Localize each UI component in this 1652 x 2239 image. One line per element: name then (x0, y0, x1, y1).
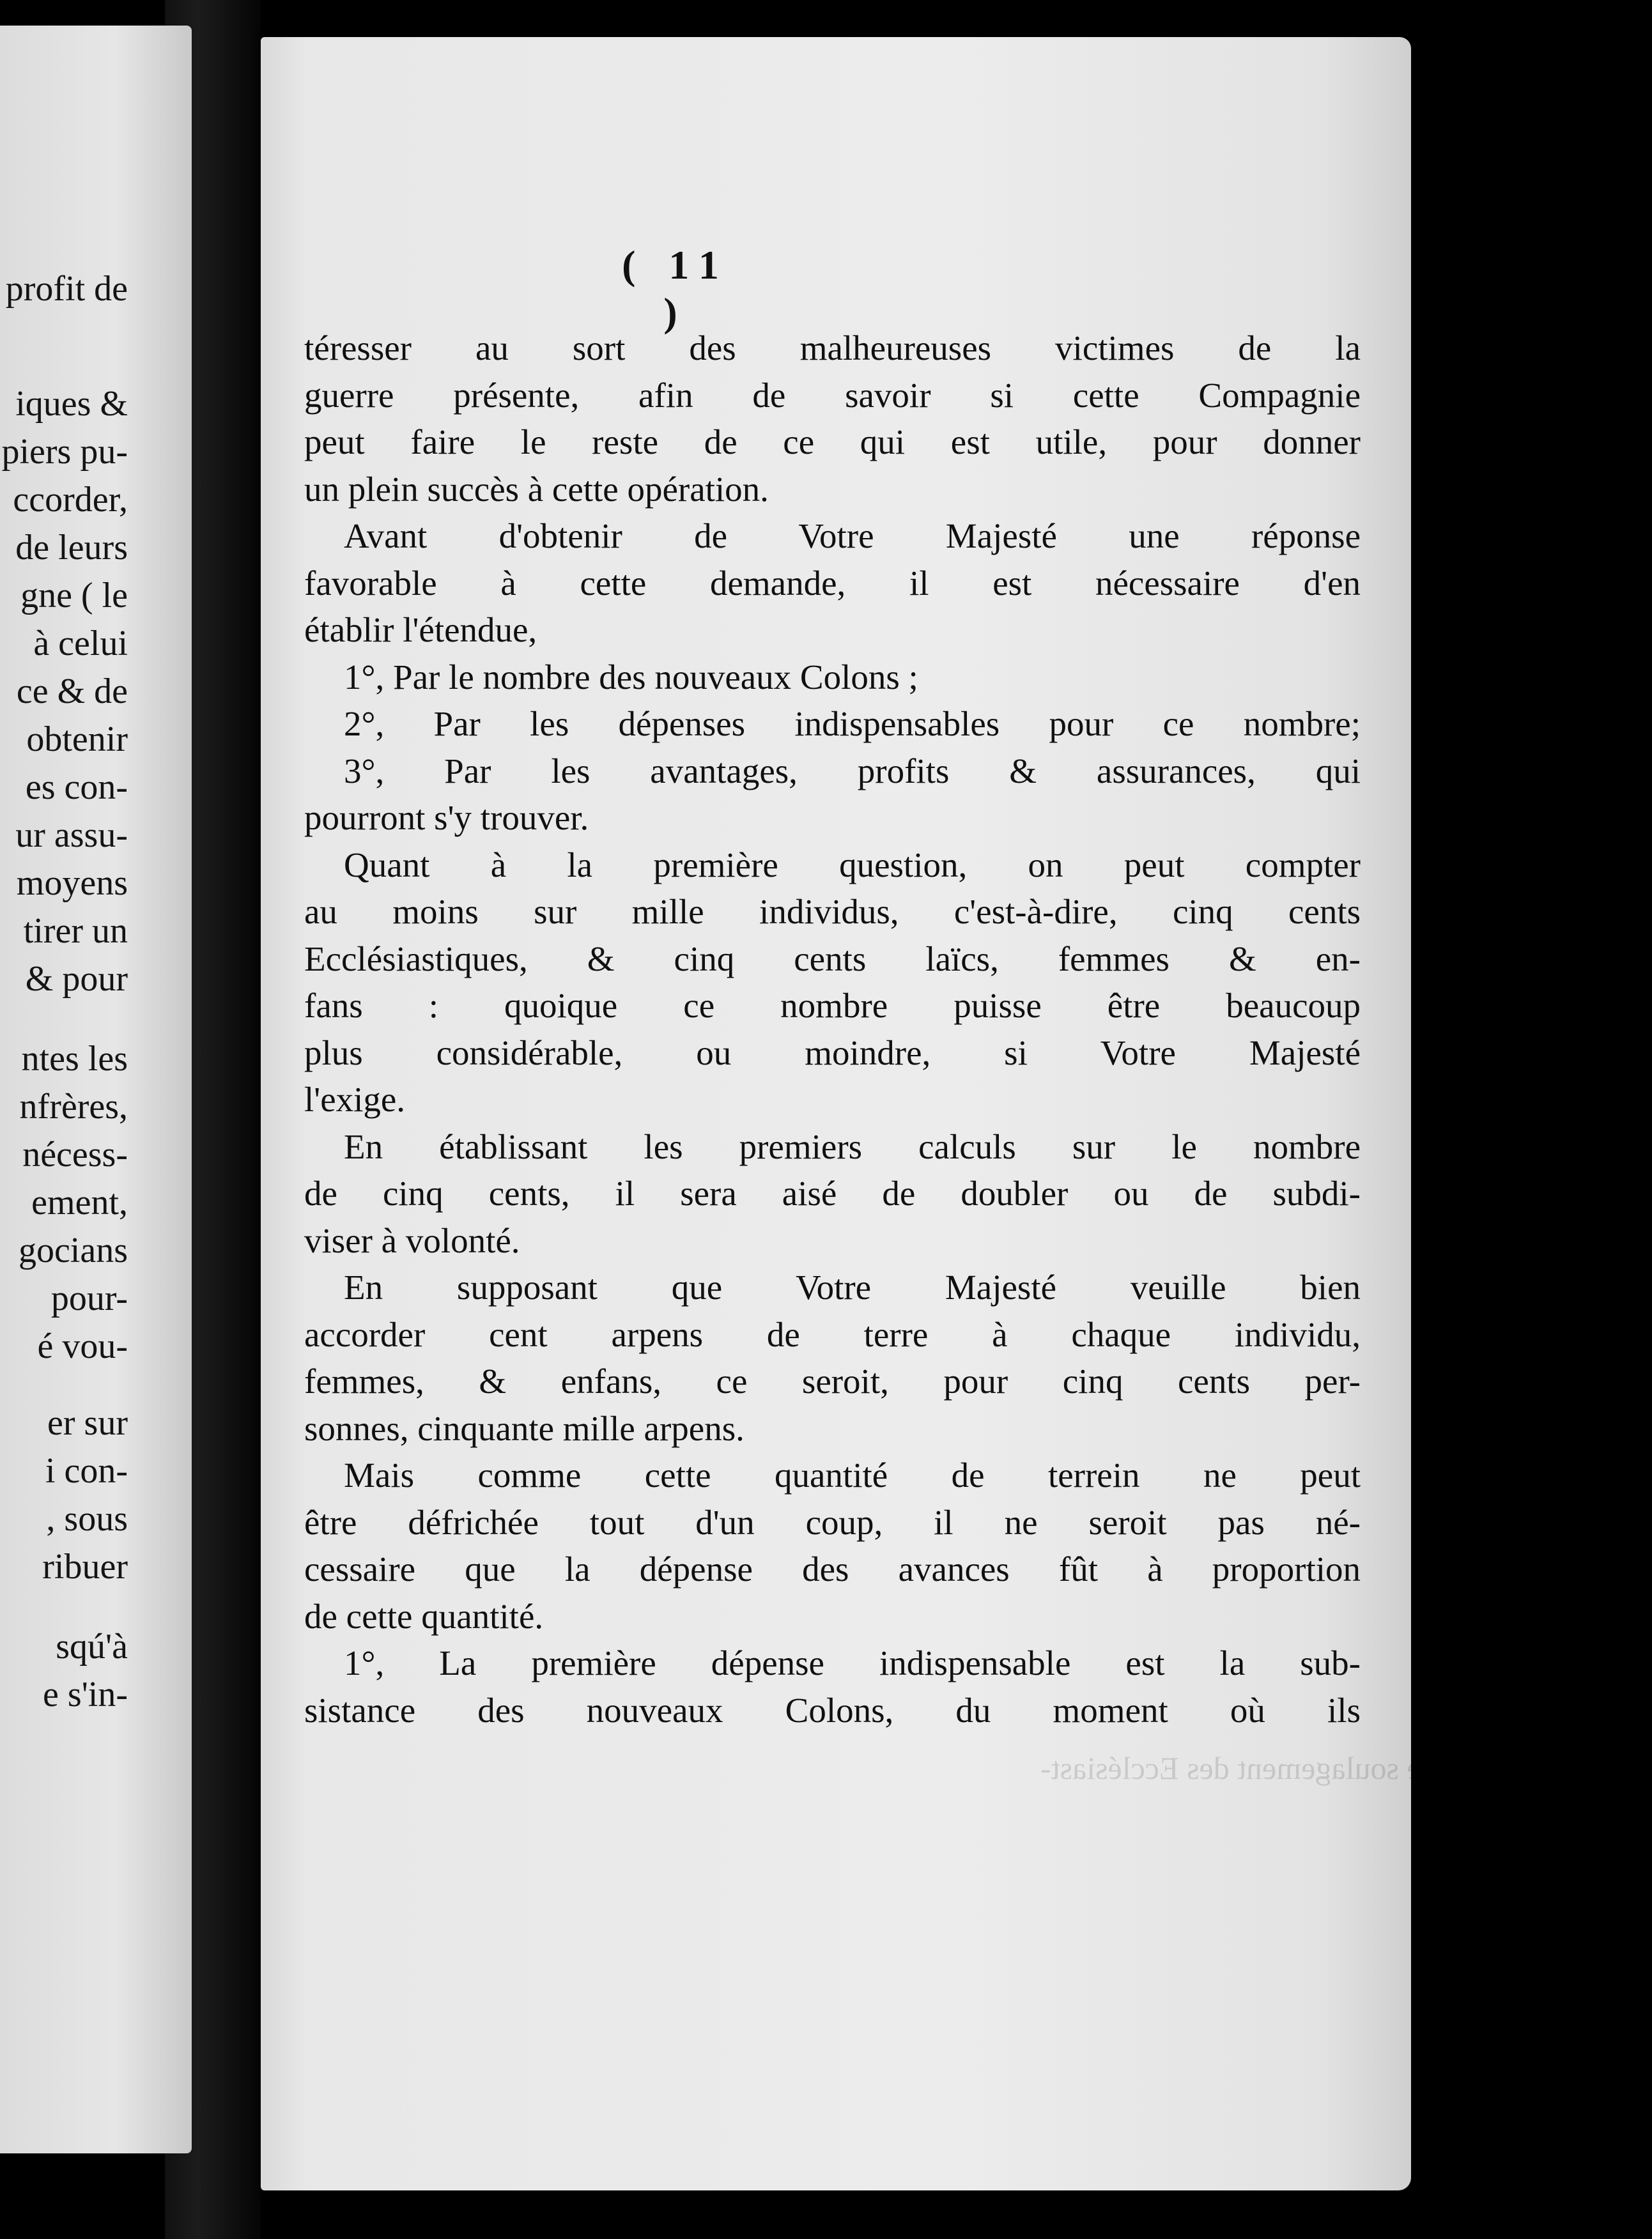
left-page-line: ement, (31, 1183, 128, 1222)
text-line: sonnes, cinquante mille arpens. (304, 1408, 745, 1448)
bleed-through-text: paient déjà, pour le soulagement des Ecclésiast- (1040, 1750, 1652, 1786)
left-page-line: er sur (47, 1403, 128, 1443)
text-line: de cinq cents, il sera aisé de doubler ou de subdi- (304, 1174, 1361, 1213)
text-line: Avant d'obtenir de Votre Majesté une réponse (344, 516, 1361, 555)
text-line: En supposant que Votre Majesté veuille bien (344, 1268, 1361, 1307)
text-line: Mais comme cette quantité de terrein ne peut (344, 1456, 1361, 1495)
text-line: peut faire le reste de ce qui est utile, pour donner (304, 422, 1361, 461)
text-line: pourront s'y trouver. (304, 798, 589, 837)
left-page-line: à celui (33, 624, 128, 663)
text-line: En établissant les premiers calculs sur le nombre (344, 1127, 1361, 1166)
left-page-line: & pour (25, 959, 128, 999)
left-page-line: ce & de (16, 672, 128, 711)
left-page-line: iques & (15, 384, 128, 424)
text-line: cessaire que la dépense des avances fût à proportion (304, 1550, 1361, 1589)
text-line: favorable à cette demande, il est nécessaire d'en (304, 563, 1361, 603)
left-page-line: tirer un (23, 911, 128, 951)
text-line: Quant à la première question, on peut compter (344, 845, 1361, 884)
text-line: l'exige. (304, 1080, 406, 1119)
left-page-line: é vou- (37, 1327, 128, 1366)
left-page-line: de leurs (15, 528, 128, 567)
left-page-line: moyens (16, 863, 128, 903)
left-page-line: ur assu- (15, 815, 128, 855)
left-page-line: es con- (25, 767, 128, 807)
left-page-line: nécess- (22, 1135, 128, 1174)
left-page-line: obtenir (26, 719, 128, 759)
text-line: 2°, Par les dépenses indispensables pour ce nombre; (344, 704, 1361, 743)
text-line: guerre présente, afin de savoir si cette Compagnie (304, 375, 1361, 415)
text-line: un plein succès à cette opération. (304, 469, 769, 509)
text-line: 3°, Par les avantages, profits & assurances, qui (344, 751, 1361, 790)
left-page-line: ribuer (42, 1547, 128, 1587)
text-line: établir l'étendue, (304, 610, 537, 649)
body-text (304, 325, 1361, 1734)
text-line: être défrichée tout d'un coup, il ne seroit pas né- (304, 1502, 1361, 1542)
left-page (0, 26, 192, 2153)
text-line: fans : quoique ce nombre puisse être beaucoup (304, 986, 1361, 1025)
text-line: au moins sur mille individus, c'est-à-dire, cinq cents (304, 892, 1361, 931)
text-line: accorder cent arpens de terre à chaque individu, (304, 1314, 1361, 1354)
text-line: sistance des nouveaux Colons, du moment où ils (304, 1690, 1361, 1730)
left-page-line: i con- (45, 1451, 128, 1491)
left-page-line: gocians (18, 1231, 128, 1270)
left-page-line: nfrères, (19, 1087, 128, 1127)
text-line: de cette quantité. (304, 1596, 544, 1636)
text-line: viser à volonté. (304, 1220, 520, 1260)
text-line: téresser au sort des malheureuses victimes de la (304, 328, 1361, 367)
left-page-line: , sous (46, 1499, 128, 1539)
text-line: plus considérable, ou moindre, si Votre Majesté (304, 1033, 1361, 1072)
left-page-line: piers pu- (1, 432, 128, 472)
left-page-line: profit de (5, 269, 128, 309)
page-number: ( 11 ) (622, 242, 730, 335)
left-page-line: e s'in- (43, 1675, 128, 1714)
left-page-line: sqú'à (56, 1627, 128, 1666)
left-page-line: ccorder, (13, 480, 128, 519)
text-line: femmes, & enfans, ce seroit, pour cinq cents per- (304, 1362, 1361, 1401)
right-page (261, 37, 1652, 2190)
left-page-line: pour- (50, 1279, 128, 1318)
text-line: Ecclésiastiques, & cinq cents laïcs, femmes & en- (304, 939, 1361, 978)
text-line: 1°, La première dépense indispensable est la sub- (344, 1643, 1361, 1682)
text-line: 1°, Par le nombre des nouveaux Colons ; (344, 657, 918, 696)
left-page-line: gne ( le (20, 576, 128, 615)
left-page-line: ntes les (21, 1039, 128, 1079)
